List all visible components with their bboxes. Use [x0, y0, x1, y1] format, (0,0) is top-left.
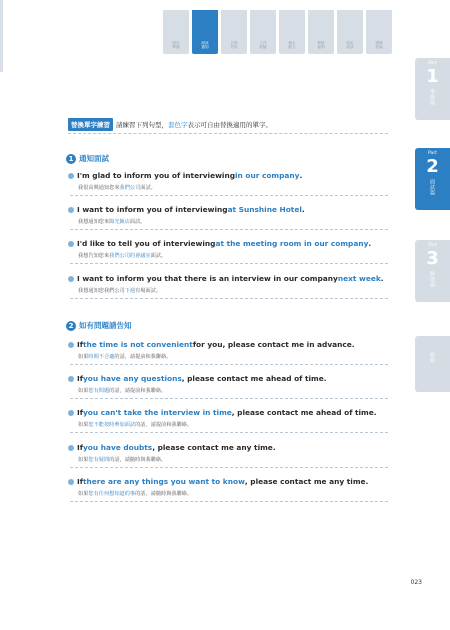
phrase-item: [68, 477, 398, 502]
chinese-text: 如果: [78, 491, 89, 497]
top-tab-bar: [163, 10, 392, 54]
instruction-text-highlight: 套色字: [168, 121, 188, 129]
side-tab-part-2[interactable]: [415, 148, 450, 210]
replaceable-phrase: at the meeting room in our company: [215, 239, 369, 248]
chinese-translation: [78, 353, 398, 361]
chinese-text: 我想通知您來: [78, 219, 110, 225]
bullet-icon: [68, 173, 74, 179]
chinese-text: 我想通知您我們公司: [78, 288, 125, 294]
bullet-icon: [68, 276, 74, 282]
english-text: I want to inform you of interviewing: [77, 205, 228, 214]
english-text: If: [77, 408, 83, 417]
top-tab-8[interactable]: 感謝 信函: [366, 10, 392, 54]
chinese-text-end: 的話，請隨時與我聯絡。: [135, 491, 193, 497]
side-tab-label: 附錄: [429, 352, 435, 363]
chinese-text-end: 面試。: [150, 253, 167, 259]
chinese-text-end: 的話，請提前和我聯絡。: [114, 354, 172, 360]
dashed-divider: [70, 432, 388, 433]
instruction-badge: 替換單字練習: [68, 118, 113, 131]
bullet-icon: [68, 376, 74, 382]
english-text-end: .: [380, 274, 384, 283]
replaceable-phrase: there are any things you want to know: [82, 477, 245, 486]
bullet-icon: [68, 207, 74, 213]
section-number-badge: 2: [66, 321, 76, 331]
side-tab-part-label: Part: [428, 243, 437, 248]
english-text-end: for you, please contact me in advance.: [192, 340, 355, 349]
english-text: I want to inform you that there is an interview in our company: [77, 274, 338, 283]
section-number-badge: 1: [66, 154, 76, 164]
chinese-text-end: 有場面試。: [135, 288, 162, 294]
side-tab-part-1[interactable]: [415, 58, 450, 120]
phrase-item: [68, 340, 398, 365]
left-edge-bar: [0, 0, 3, 72]
english-sentence: [68, 374, 398, 384]
english-sentence: [68, 274, 398, 284]
chinese-translation: [78, 252, 398, 260]
chinese-translation: [78, 456, 398, 464]
top-tab-5[interactable]: 個人 能力: [279, 10, 305, 54]
phrase-item: [68, 171, 398, 196]
english-text: If: [77, 340, 83, 349]
english-text-end: .: [301, 205, 305, 214]
english-sentence: [68, 205, 398, 215]
dashed-divider: [70, 398, 388, 399]
instruction-text-before: 請練習下列句型，: [116, 121, 168, 129]
phrase-item: [68, 408, 398, 433]
english-text-end: , please contact me any time.: [152, 443, 276, 452]
replaceable-phrase: at Sunshine Hotel: [227, 205, 302, 214]
phrase-item: [68, 239, 398, 264]
english-text-end: .: [299, 171, 303, 180]
english-sentence: [68, 239, 398, 249]
bullet-icon: [68, 410, 74, 416]
top-tab-4[interactable]: 工作 經驗: [250, 10, 276, 54]
english-sentence: [68, 443, 398, 453]
chinese-highlight: 我們公司: [119, 185, 141, 191]
chinese-highlight: 時間不合適: [88, 354, 115, 360]
replaceable-phrase: the time is not convenient: [82, 340, 193, 349]
english-text: If: [77, 443, 83, 452]
chinese-translation: [78, 218, 398, 226]
english-text-end: , please contact me ahead of time.: [231, 408, 377, 417]
bullet-icon: [68, 241, 74, 247]
section-title-2: [66, 320, 132, 331]
chinese-text: 我很高興通知您來: [78, 185, 120, 191]
english-sentence: [68, 171, 398, 181]
english-text: If: [77, 477, 83, 486]
page-number: 023: [410, 579, 422, 586]
side-tab-part-label: Part: [428, 61, 437, 66]
side-tab-label: 面試篇: [429, 179, 435, 196]
chinese-highlight: 您不能按時參加面試: [88, 422, 136, 428]
phrase-item: [68, 374, 398, 399]
english-sentence: [68, 340, 398, 350]
instruction-divider: [68, 133, 388, 134]
section-title-text: 如有問題請告知: [79, 321, 132, 330]
side-tab-part-label: Part: [428, 151, 437, 156]
phrase-item: [68, 443, 398, 468]
dashed-divider: [70, 364, 388, 365]
side-tab-appendix[interactable]: [415, 336, 450, 392]
chinese-highlight: 我們公司的會議室: [109, 253, 151, 259]
side-tab-label: 錄取篇: [429, 271, 435, 288]
replaceable-phrase: you have any questions: [82, 374, 182, 383]
dashed-divider: [70, 263, 388, 264]
replaceable-phrase: next week: [337, 274, 381, 283]
chinese-highlight: 您有問題: [88, 388, 110, 394]
dashed-divider: [70, 467, 388, 468]
chinese-translation: [78, 287, 398, 295]
english-text-end: .: [368, 239, 372, 248]
english-text-end: , please contact me ahead of time.: [181, 374, 327, 383]
english-sentence: [68, 477, 398, 487]
chinese-translation: [78, 421, 398, 429]
top-tab-3[interactable]: 自我 介紹: [221, 10, 247, 54]
bullet-icon: [68, 445, 74, 451]
chinese-text: 我想告知您來: [78, 253, 110, 259]
english-text: I'd like to tell you of interviewing: [77, 239, 216, 248]
phrase-item: [68, 274, 398, 299]
side-tab-number: 2: [426, 156, 439, 177]
side-tab-label: 準備篇: [429, 89, 435, 106]
phrase-item: [68, 205, 398, 230]
instruction-text-after: 表示可自由替換適用的單字。: [187, 121, 272, 129]
replaceable-phrase: you can't take the interview in time: [82, 408, 232, 417]
chinese-text: 如果: [78, 354, 89, 360]
top-tab-2[interactable]: 面試 通知: [192, 10, 218, 54]
top-tab-7[interactable]: 結束 面試: [337, 10, 363, 54]
english-sentence: [68, 408, 398, 418]
chinese-text-end: 的話，請提前和我聯絡。: [135, 422, 193, 428]
chinese-text: 如果: [78, 422, 89, 428]
section-title-1: [66, 153, 109, 164]
chinese-translation: [78, 184, 398, 192]
bullet-icon: [68, 342, 74, 348]
dashed-divider: [70, 298, 388, 299]
side-tab-number: 1: [426, 66, 439, 87]
chinese-translation: [78, 387, 398, 395]
chinese-text: 如果: [78, 388, 89, 394]
english-text: I'm glad to inform you of interviewing: [77, 171, 236, 180]
chinese-highlight: 您有任何想知道的事: [88, 491, 136, 497]
section-title-text: 通知面試: [79, 154, 109, 163]
chinese-highlight: 下週: [124, 288, 136, 294]
replaceable-phrase: in our company: [235, 171, 300, 180]
side-tab-part-3[interactable]: [415, 240, 450, 302]
replaceable-phrase: you have doubts: [82, 443, 153, 452]
chinese-translation: [78, 490, 398, 498]
dashed-divider: [70, 195, 388, 196]
english-text-end: , please contact me any time.: [244, 477, 369, 486]
chinese-text-end: 的話，請提前和我聯絡。: [109, 388, 167, 394]
dashed-divider: [70, 229, 388, 230]
top-tab-1[interactable]: 面試 準備: [163, 10, 189, 54]
english-text: If: [77, 374, 83, 383]
instruction-text: [116, 120, 272, 129]
chinese-text: 如果: [78, 457, 89, 463]
dashed-divider: [70, 501, 388, 502]
top-tab-6[interactable]: 薪資 福利: [308, 10, 334, 54]
side-tab-number: 3: [426, 248, 439, 269]
bullet-icon: [68, 479, 74, 485]
instruction-line: [68, 118, 272, 131]
chinese-text-end: 的話，請隨時與我聯絡。: [109, 457, 167, 463]
chinese-highlight: 陽光飯店: [109, 219, 130, 225]
chinese-text-end: 面試。: [129, 219, 146, 225]
chinese-text-end: 面試。: [140, 185, 156, 191]
chinese-highlight: 您有疑問: [88, 457, 110, 463]
